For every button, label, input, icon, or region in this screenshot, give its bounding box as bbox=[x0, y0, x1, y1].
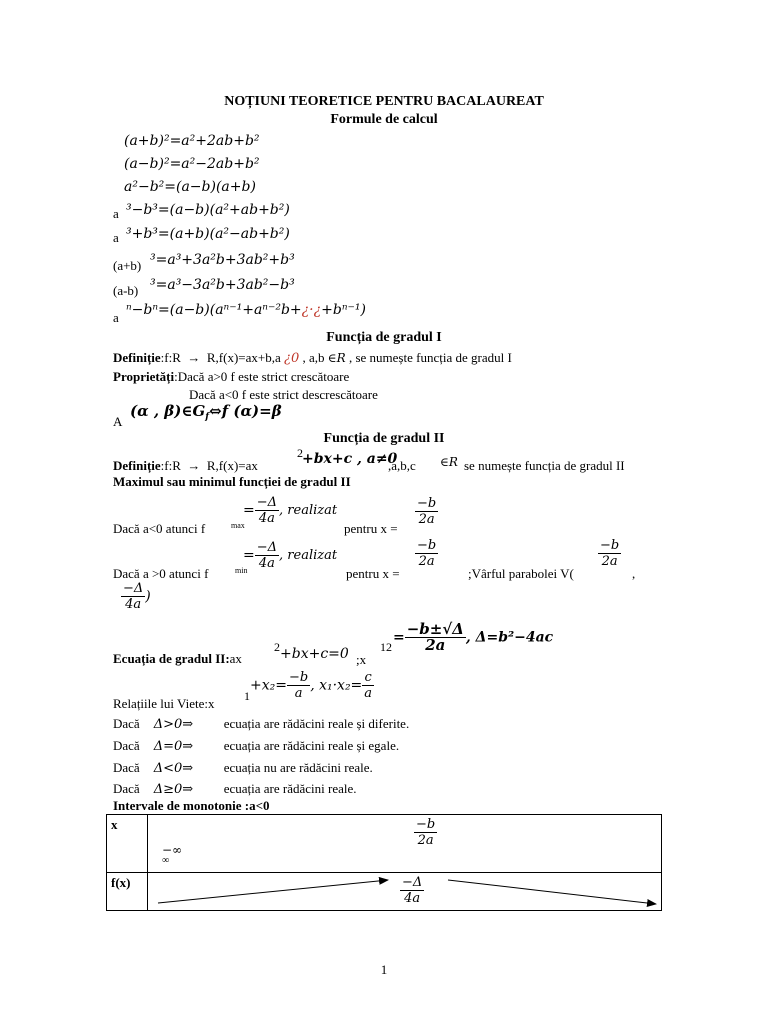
definition-coeffs: , a,b bbox=[302, 350, 325, 365]
vertex-close: ) bbox=[145, 588, 151, 605]
case-text: ecuația are rădăcini reale și diferite. bbox=[223, 716, 410, 731]
formula-square-sum: (a+b)²=a²+2ab+b² bbox=[124, 133, 260, 149]
arrow-icon: → bbox=[187, 458, 201, 473]
case-condition: Δ≥0⇒ bbox=[153, 782, 194, 797]
case-text: ecuația nu are rădăcini reale. bbox=[223, 760, 373, 775]
viete-product-numerator: c bbox=[362, 670, 374, 686]
equation-ax: ax bbox=[229, 651, 242, 666]
formula-power-diff bbox=[126, 302, 366, 318]
infinity: ∞ bbox=[162, 855, 170, 866]
table-row-x bbox=[107, 815, 662, 873]
case-daca: Dacă bbox=[113, 760, 140, 775]
min-realizat: , realizat bbox=[279, 548, 338, 563]
formula-cube-binomial-diff-prefix: (a-b) bbox=[113, 283, 139, 298]
case-delta-positive bbox=[113, 716, 409, 732]
graph-rule bbox=[130, 402, 282, 420]
formula-diff-squares: a²−b²=(a−b)(a+b) bbox=[124, 179, 256, 195]
formula-cube-binomial-sum: ³=a³+3a²b+3ab²+b³ bbox=[150, 252, 295, 268]
f-extremum-numerator: −Δ bbox=[402, 875, 423, 890]
vertex-comma: , bbox=[632, 566, 636, 581]
max-fraction bbox=[255, 495, 279, 526]
x-critical bbox=[414, 817, 437, 848]
page-number: 1 bbox=[380, 962, 388, 977]
section-heading-grad1: Funcția de gradul I bbox=[326, 330, 442, 345]
properties-label: Proprietăți bbox=[113, 369, 175, 384]
minus-infinity: −∞ bbox=[162, 843, 183, 857]
min-x-fraction bbox=[415, 538, 438, 569]
solution-denominator: 2a bbox=[425, 636, 446, 654]
definition-text: , se numește funcția de gradul I bbox=[348, 350, 512, 365]
solution-equals: = bbox=[393, 629, 405, 646]
min-value bbox=[243, 540, 337, 571]
monotonie-table bbox=[106, 814, 662, 911]
equation-line bbox=[113, 651, 242, 667]
formula-cube-diff: ³−b³=(a−b)(a²+ab+b²) bbox=[126, 202, 290, 218]
vertex-x bbox=[598, 538, 621, 569]
case-delta-negative bbox=[113, 760, 373, 776]
solution-fraction bbox=[405, 622, 466, 653]
equation-rest: +bx+c=0 bbox=[280, 646, 349, 662]
definition2-exponent: 2 bbox=[297, 446, 303, 460]
vertex-y-denominator: 4a bbox=[125, 597, 142, 612]
table-row-fx bbox=[107, 873, 662, 911]
definition-nonzero: ¿0 bbox=[284, 351, 300, 366]
table-cell-fx-values bbox=[148, 873, 662, 911]
viete-sum-fraction bbox=[287, 670, 310, 701]
viete-label: Relațiile lui Viete:x bbox=[113, 696, 215, 711]
vertex-y bbox=[121, 581, 151, 612]
min-denominator: 4a bbox=[258, 556, 275, 571]
formula-cube-sum: ³+b³=(a+b)(a²−ab+b²) bbox=[126, 226, 290, 242]
vertex-y-fraction bbox=[121, 581, 145, 612]
viete-product-denominator: a bbox=[364, 686, 373, 701]
formula-cube-diff-prefix: a bbox=[113, 206, 119, 221]
viete-sum: +x₂= bbox=[250, 677, 287, 694]
definition2-label: Definiție bbox=[113, 458, 161, 473]
case-daca: Dacă bbox=[113, 738, 140, 753]
properties-line1 bbox=[113, 369, 349, 385]
formula-power-diff-part2: +bⁿ⁻¹) bbox=[321, 302, 366, 318]
x-critical-numerator: −b bbox=[416, 817, 436, 832]
min-x-denominator: 2a bbox=[418, 554, 435, 569]
min-x-value bbox=[415, 538, 438, 569]
formula-square-diff: (a−b)²=a²−2ab+b² bbox=[124, 156, 260, 172]
definition2-in-reals: ∈R bbox=[440, 455, 458, 469]
viete-product: , x₁·x₂= bbox=[310, 677, 363, 694]
min-fraction bbox=[255, 540, 279, 571]
case-delta-zero bbox=[113, 738, 399, 754]
formula-power-diff-ellipsis: ¿·¿ bbox=[301, 302, 322, 318]
property-increasing: :Dacă a>0 f este strict crescătoare bbox=[174, 369, 350, 384]
formula-cube-sum-prefix: a bbox=[113, 230, 119, 245]
viete-subscript: 1 bbox=[244, 689, 250, 703]
definition2-text: se numește funcția de gradul II bbox=[464, 458, 625, 473]
case-condition: Δ=0⇒ bbox=[153, 739, 194, 754]
formula-power-diff-prefix: a bbox=[113, 310, 119, 325]
case-condition: Δ<0⇒ bbox=[153, 761, 194, 776]
definition-function: R,f(x)=ax+b,a bbox=[206, 350, 281, 365]
definition2-domain: :f:R bbox=[160, 458, 181, 473]
table-cell-x-values bbox=[148, 815, 662, 873]
definition2-math: +bx+c , a≠0 bbox=[302, 451, 398, 467]
equation-label: Ecuația de gradul II: bbox=[113, 651, 230, 666]
vertex-x-fraction bbox=[598, 538, 621, 569]
max-realizat: , realizat bbox=[279, 503, 338, 518]
formula-cube-binomial-sum-prefix: (a+b) bbox=[113, 258, 142, 273]
max-condition: Dacă a<0 atunci f bbox=[113, 521, 206, 536]
property-decreasing: Dacă a<0 f este strict descrescătoare bbox=[189, 387, 378, 402]
f-extremum bbox=[400, 875, 424, 906]
case-daca: Dacă bbox=[113, 781, 140, 796]
min-x-numerator: −b bbox=[417, 538, 437, 553]
min-pentru: pentru x = bbox=[346, 566, 400, 581]
formula-power-diff-part1: ⁿ−bⁿ=(a−b)(aⁿ⁻¹+aⁿ⁻²b+ bbox=[126, 302, 302, 318]
max-x-fraction bbox=[415, 496, 438, 527]
max-denominator: 4a bbox=[258, 511, 275, 526]
min-equals: = bbox=[243, 547, 255, 564]
vertex-label: ;Vârful parabolei V( bbox=[468, 566, 574, 581]
max-value bbox=[243, 495, 337, 526]
x-critical-denominator: 2a bbox=[417, 833, 434, 848]
table-cell-fx-label bbox=[107, 873, 148, 911]
vertex-x-numerator: −b bbox=[600, 538, 620, 553]
decreasing-arrow bbox=[448, 880, 656, 904]
equation-x-label: ;x bbox=[356, 652, 367, 667]
definition-grad1 bbox=[113, 350, 512, 366]
max-equals: = bbox=[243, 502, 255, 519]
definition-grad2 bbox=[113, 458, 258, 474]
formula-cube-binomial-diff: ³=a³−3a²b+3ab²−b³ bbox=[150, 277, 295, 293]
definition2-function: R,f(x)=ax bbox=[206, 458, 258, 473]
increasing-arrow bbox=[158, 880, 388, 903]
x-critical-fraction bbox=[414, 817, 437, 848]
max-pentru: pentru x = bbox=[344, 521, 398, 536]
min-numerator: −Δ bbox=[256, 540, 278, 555]
section-heading-grad2: Funcția de gradul II bbox=[323, 431, 445, 446]
case-delta-nonnegative bbox=[113, 781, 357, 797]
definition-domain: :f:R bbox=[160, 350, 181, 365]
equation-solution bbox=[393, 622, 553, 653]
solution-numerator: −b±√Δ bbox=[406, 620, 464, 638]
max-x-value bbox=[415, 496, 438, 527]
f-extremum-denominator: 4a bbox=[404, 891, 421, 906]
maxmin-heading: Maximul sau minimul funcției de gradul II bbox=[113, 474, 351, 489]
min-subscript: min bbox=[235, 566, 248, 575]
equation-exponent: 2 bbox=[274, 640, 280, 654]
discriminant: , Δ=b²−4ac bbox=[465, 629, 554, 646]
vertex-x-denominator: 2a bbox=[601, 554, 618, 569]
equation-x-subscript: 12 bbox=[380, 640, 392, 654]
min-condition: Dacă a >0 atunci f bbox=[113, 566, 209, 581]
graph-rule-pair: (α , β)∈G bbox=[130, 402, 206, 420]
case-condition: Δ>0⇒ bbox=[153, 717, 194, 732]
x-label: x bbox=[111, 817, 118, 832]
max-numerator: −Δ bbox=[256, 495, 278, 510]
viete-sum-numerator: −b bbox=[288, 670, 309, 685]
viete-relations bbox=[250, 670, 374, 701]
case-text: ecuația are rădăcini reale. bbox=[223, 781, 357, 796]
vertex-y-numerator: −Δ bbox=[123, 581, 144, 596]
definition2-coeffs: ,a,b,c bbox=[388, 458, 416, 473]
definition-label: Definiție bbox=[113, 350, 161, 365]
table-cell-x-label bbox=[107, 815, 148, 873]
f-extremum-fraction bbox=[400, 875, 424, 906]
monotonie-heading: Intervale de monotonie :a<0 bbox=[113, 798, 270, 813]
page-subtitle: Formule de calcul bbox=[330, 112, 438, 127]
graph-rule-prefix: A bbox=[113, 414, 123, 429]
arrow-icon: → bbox=[187, 350, 201, 365]
max-x-denominator: 2a bbox=[418, 512, 435, 527]
definition-in-reals: ∈R bbox=[327, 351, 346, 365]
graph-rule-equiv: ⇔f (α)=β bbox=[209, 402, 282, 420]
case-text: ecuația are rădăcini reale și egale. bbox=[223, 738, 400, 753]
viete-product-fraction bbox=[362, 670, 374, 701]
case-daca: Dacă bbox=[113, 716, 140, 731]
viete-sum-denominator: a bbox=[294, 686, 303, 701]
max-subscript: max bbox=[231, 521, 245, 530]
page-title: NOȚIUNI TEORETICE PENTRU BACALAUREAT bbox=[224, 94, 544, 109]
fx-label: f(x) bbox=[111, 875, 131, 890]
max-x-numerator: −b bbox=[417, 496, 437, 511]
graph-rule-sub: f bbox=[205, 412, 210, 422]
